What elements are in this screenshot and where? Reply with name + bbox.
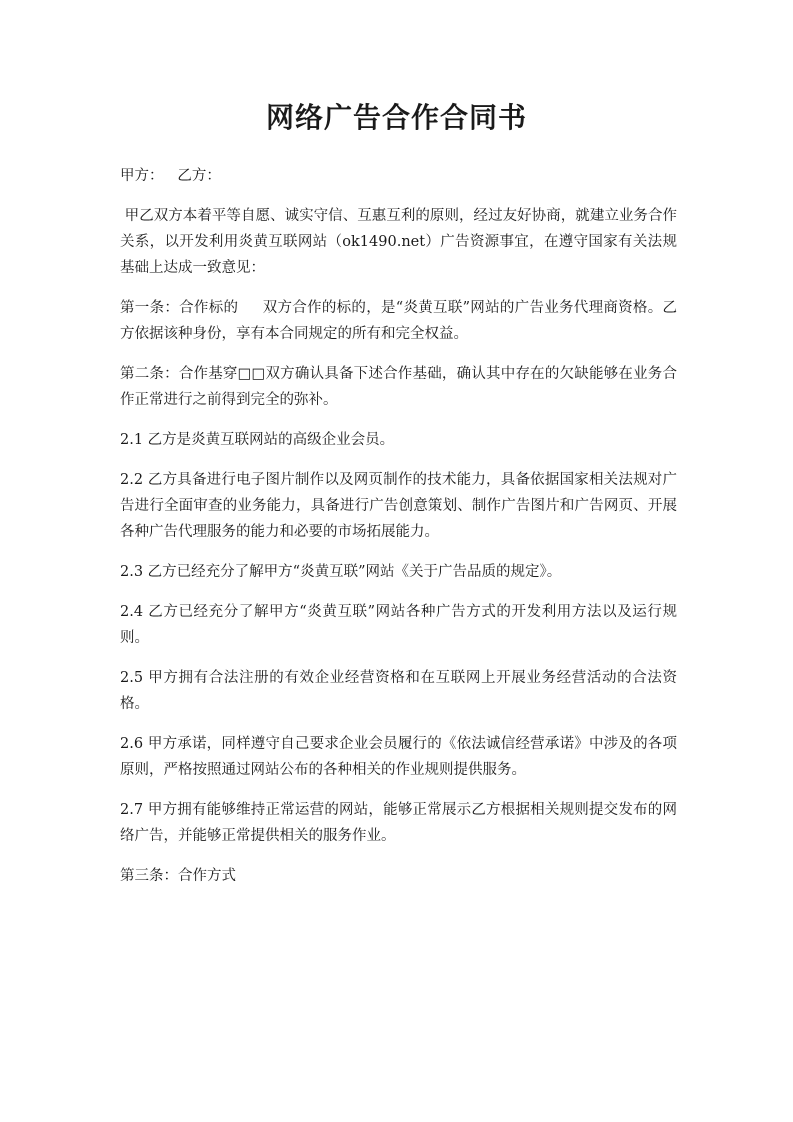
clause-2-2: 2.2 乙方具备进行电子图片制作以及网页制作的技术能力，具备依据国家相关法规对广告进行全面审查的业务能力，具备进行广告创意策划、制作广告图片和广告网页、开展各种广告代理服务的能力和必要的市场拓展能力。 <box>120 472 677 540</box>
clause-2-1: 2.1 乙方是炎黄互联网站的高级企业会员。 <box>120 432 395 448</box>
document-title: 网络广告合作合同书 <box>265 101 527 134</box>
party-line: 甲方： 乙方： <box>120 168 221 184</box>
clause-2-4: 2.4 乙方已经充分了解甲方“炎黄互联”网站各种广告方式的开发利用方法以及运行规则。 <box>120 604 677 646</box>
preamble-paragraph: 甲乙双方本着平等自愿、诚实守信、互惠互利的原则，经过友好协商，就建立业务合作关系，以开发利用炎黄互联网站（ok1490.net）广告资源事宜，在遵守国家有关法规基础上达成一致意见： <box>120 208 678 276</box>
article-2-paragraph: 第二条：合作基穿□□双方确认具备下述合作基础，确认其中存在的欠缺能够在业务合作正常进行之前得到完全的弥补。 <box>120 366 677 408</box>
article-1-paragraph: 第一条：合作标的 双方合作的标的，是“炎黄互联”网站的广告业务代理商资格。乙方依据该种身份，享有本合同规定的所有和完全权益。 <box>120 300 677 342</box>
clause-2-3: 2.3 乙方已经充分了解甲方“炎黄互联”网站《关于广告品质的规定》。 <box>120 564 562 580</box>
document-body <box>120 163 677 903</box>
clause-2-7: 2.7 甲方拥有能够维持正常运营的网站，能够正常展示乙方根据相关规则提交发布的网络广告，并能够正常提供相关的服务作业。 <box>120 802 677 844</box>
article-3-heading: 第三条：合作方式 <box>120 868 236 884</box>
clause-2-5: 2.5 甲方拥有合法注册的有效企业经营资格和在互联网上开展业务经营活动的合法资格。 <box>120 670 677 712</box>
clause-2-6: 2.6 甲方承诺，同样遵守自己要求企业会员履行的《依法诚信经营承诺》中涉及的各项原则，严格按照通过网站公布的各种相关的作业规则提供服务。 <box>120 736 677 778</box>
